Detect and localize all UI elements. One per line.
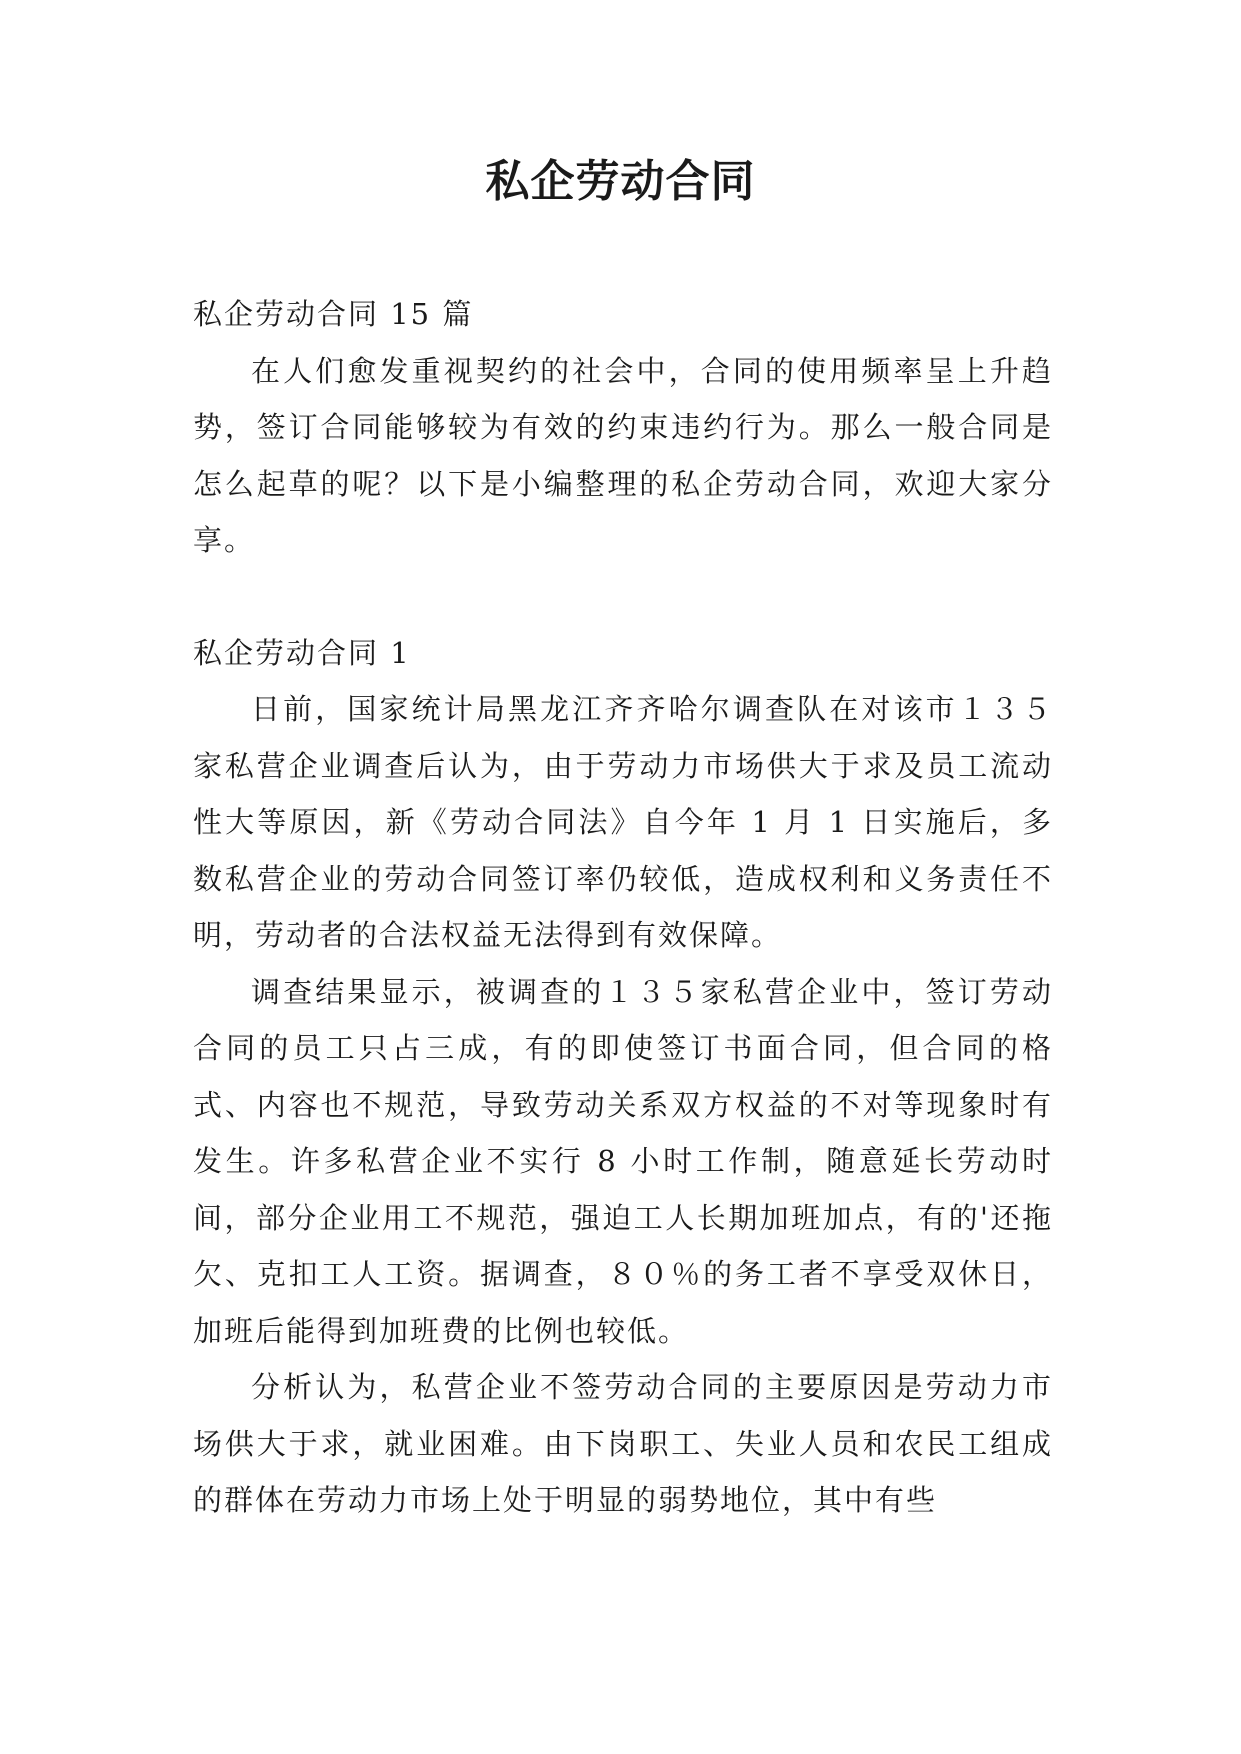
body-paragraph-1: 日前，国家统计局黑龙江齐齐哈尔调查队在对该市１３５家私营企业调查后认为，由于劳动力市场供大于求及员工流动性大等原因，新《劳动合同法》自今年 1 月 1 日实施后，多数私营企业的劳动合同签订率仍较低，造成权利和义务责任不明，劳动者的合法权益无法得到有效保障。 — [193, 692, 1053, 952]
document-title: 私企劳动合同 — [485, 156, 756, 207]
section-heading: 私企劳动合同 1 — [193, 635, 411, 670]
intro-paragraph: 在人们愈发重视契约的社会中，合同的使用频率呈上升趋势，签订合同能够较为有效的约束违约行为。那么一般合同是怎么起草的呢？以下是小编整理的私企劳动合同，欢迎大家分享。 — [193, 353, 1053, 557]
document-subtitle: 私企劳动合同 15 篇 — [193, 297, 474, 331]
body-paragraph-2: 调查结果显示，被调查的１３５家私营企业中，签订劳动合同的员工只占三成，有的即使签订书面合同，但合同的格式、内容也不规范，导致劳动关系双方权益的不对等现象时有发生。许多私营企业不实行 8 小时工作制，随意延长劳动时间，部分企业用工不规范，强迫工人长期加班加点，有的'还拖欠、克扣工人工资。据调查，８０％的务工者不享受双休日，加班后能得到加班费的比例也较低。 — [193, 974, 1053, 1348]
body-paragraph-3: 分析认为，私营企业不签劳动合同的主要原因是劳动力市场供大于求，就业困难。由下岗职工、失业人员和农民工组成的群体在劳动力市场上处于明显的弱势地位，其中有些 — [193, 1370, 1053, 1517]
section-spacer — [193, 569, 1053, 625]
document-body — [193, 286, 1053, 1529]
